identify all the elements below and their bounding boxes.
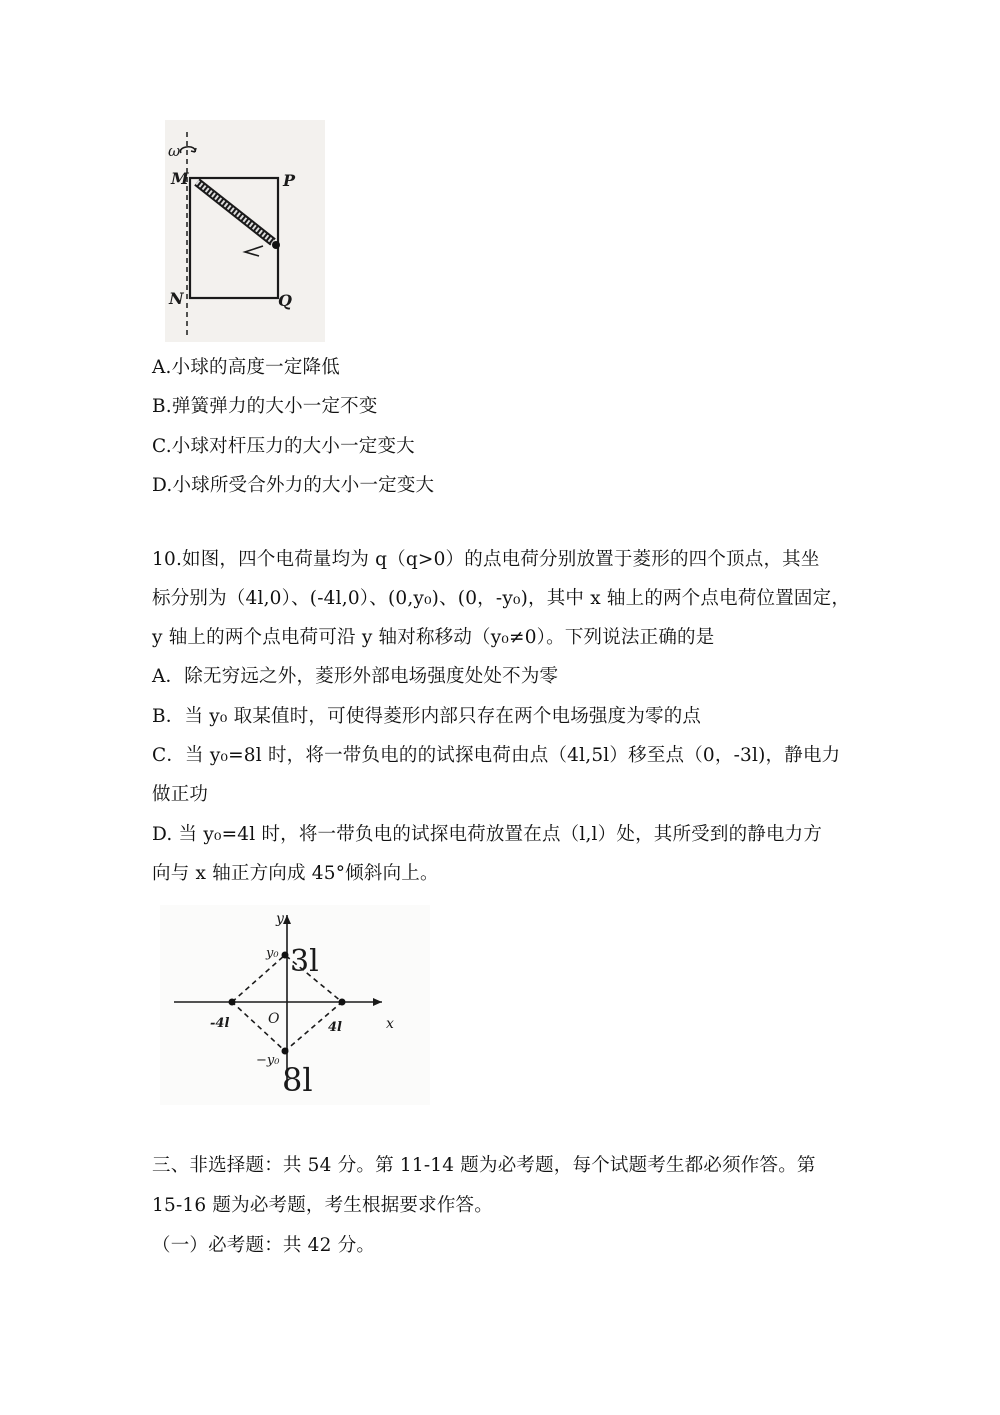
label-y-axis: y xyxy=(276,911,284,927)
label-y0: y₀ xyxy=(266,946,279,961)
q9-option-b: B.弹簧弹力的大小一定不变 xyxy=(152,396,378,417)
label-M: M xyxy=(171,169,189,188)
charge-neg-y0 xyxy=(282,1048,289,1055)
q10-stem-line1: 10.如图，四个电荷量均为 q（q>0）的点电荷分别放置于菱形的四个顶点，其坐 xyxy=(152,549,820,570)
q10-option-a: A．除无穷远之外，菱形外部电场强度处处不为零 xyxy=(152,666,559,687)
label-neg-y0: −y₀ xyxy=(256,1053,280,1068)
q10-option-d-line2: 向与 x 轴正方向成 45°倾斜向上。 xyxy=(152,863,439,884)
figure-rotating-frame xyxy=(165,120,325,342)
section3-subheading: （一）必考题：共 42 分。 xyxy=(152,1235,376,1256)
section3-line2: 15-16 题为必考题，考生根据要求作答。 xyxy=(152,1195,493,1216)
label-N: N xyxy=(169,289,184,308)
charge-neg4l xyxy=(229,999,236,1006)
label-pos4l: 4l xyxy=(328,1020,342,1035)
q10-option-c-line1: C．当 y₀=8l 时，将一带负电的的试探电荷由点（4l,5l）移至点（0，-3l)，静电力 xyxy=(152,745,841,766)
ball xyxy=(272,241,280,249)
q10-option-c-line2: 做正功 xyxy=(152,784,209,805)
label-neg4l: -4l xyxy=(210,1016,230,1031)
charge-y0 xyxy=(282,952,289,959)
q10-option-d-line1: D. 当 y₀=4l 时，将一带负电的试探电荷放置在点（l,l）处，其所受到的静电力方 xyxy=(152,824,823,845)
label-x-axis: x xyxy=(386,1016,394,1032)
label-P: P xyxy=(283,171,296,190)
q10-stem-line3: y 轴上的两个点电荷可沿 y 轴对称移动（y₀≠0）。下列说法正确的是 xyxy=(152,627,715,648)
charge-pos4l xyxy=(339,999,346,1006)
q9-option-a: A.小球的高度一定降低 xyxy=(152,357,340,378)
handwritten-8l: 8l xyxy=(282,1061,313,1099)
figure-rhombus-charges xyxy=(160,905,430,1105)
q9-option-d: D.小球所受合外力的大小一定变大 xyxy=(152,475,435,496)
label-origin: O xyxy=(268,1011,280,1027)
label-omega: ω xyxy=(168,142,181,160)
section3-line1: 三、非选择题：共 54 分。第 11-14 题为必考题，每个试题考生都必须作答。第 xyxy=(152,1155,816,1176)
q10-stem-line2: 标分别为（4l,0）、(-4l,0）、(0,y₀)、(0，-y₀)，其中 x 轴上的两个点电荷位置固定， xyxy=(152,588,851,609)
label-Q: Q xyxy=(278,291,292,310)
q10-option-b: B．当 y₀ 取某值时，可使得菱形内部只存在两个电场强度为零的点 xyxy=(152,706,702,727)
handwritten-3l: 3l xyxy=(290,944,319,979)
q9-option-c: C.小球对杆压力的大小一定变大 xyxy=(152,436,415,457)
